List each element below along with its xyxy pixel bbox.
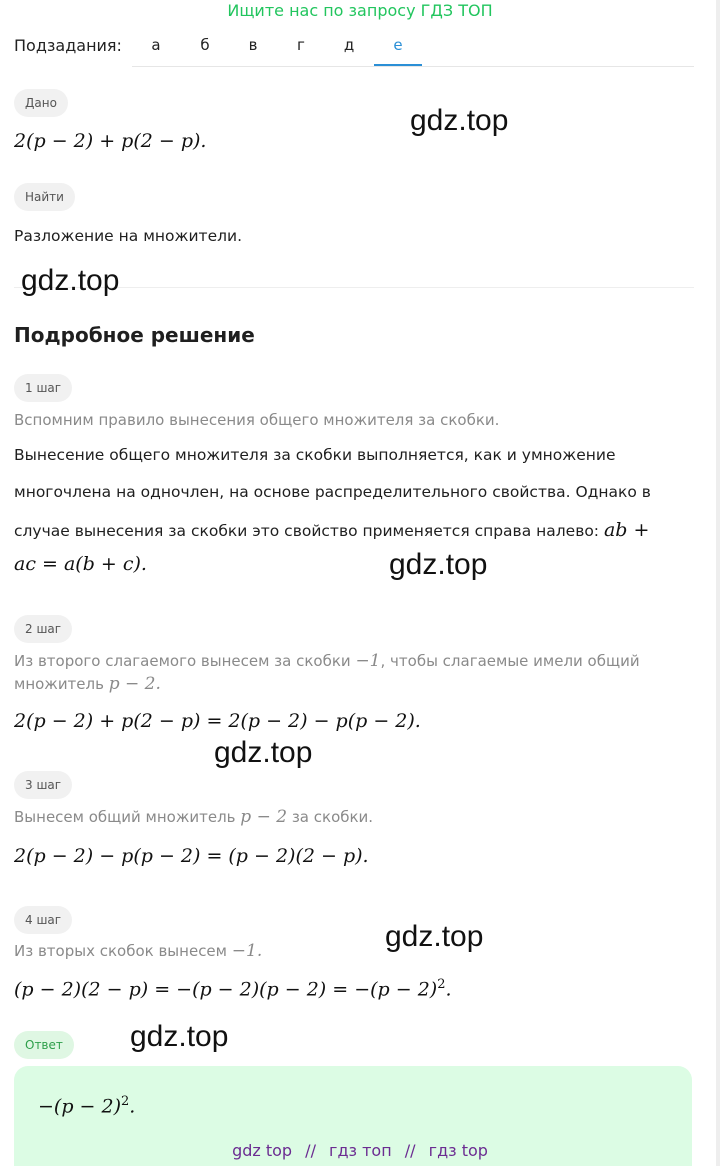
solution-title: Подробное решение [14, 323, 255, 347]
tab-b[interactable]: б [200, 36, 210, 54]
step-3-chip: 3 шаг [14, 771, 72, 799]
given-expression: 2(p − 2) + p(2 − p). [14, 130, 207, 152]
tab-a[interactable]: а [151, 36, 161, 54]
step-2-chip: 2 шаг [14, 615, 72, 643]
tab-e[interactable]: е [374, 28, 422, 66]
step-4-chip: 4 шаг [14, 906, 72, 934]
watermark: gdz.top [410, 104, 509, 137]
given-chip: Дано [14, 89, 68, 117]
subtasks-tabs [132, 28, 694, 67]
watermark: gdz.top [130, 1020, 229, 1053]
step-1-text-line-2: многочлена на одночлен, на основе распределительного свойства. Однако в [14, 483, 651, 501]
tab-d[interactable]: д [343, 36, 355, 54]
step-4-hint: Из вторых скобок вынесем −1. [14, 941, 263, 961]
tab-v[interactable]: в [248, 36, 258, 54]
footer-links [0, 1139, 720, 1163]
find-text: Разложение на множители. [14, 227, 243, 245]
tab-g[interactable]: г [297, 36, 305, 54]
find-chip: Найти [14, 183, 75, 211]
step-1-chip: 1 шаг [14, 374, 72, 402]
footer-link-3[interactable]: гдз top [428, 1141, 488, 1160]
step-3-expression: 2(p − 2) − p(p − 2) = (p − 2)(2 − p). [14, 845, 369, 867]
footer-link-1[interactable]: gdz top [232, 1141, 293, 1160]
answer-exponent: 2 [121, 1094, 130, 1109]
step-4-expression: $(p - 2)(2 - p) = -(p - 2)(p - 2) = -(p - 2)^2$. [14, 977, 452, 1001]
subtasks-label: Подзадания: [14, 36, 122, 55]
step-4-exponent: 2 [437, 977, 446, 992]
footer-link-2[interactable]: гдз топ [329, 1141, 392, 1160]
watermark: gdz.top [214, 736, 313, 769]
answer-chip: Ответ [14, 1031, 74, 1059]
step-2-expression: 2(p − 2) + p(2 − p) = 2(p − 2) − p(p − 2). [14, 710, 421, 732]
step-2-hint-line-2: множитель p − 2. [14, 674, 161, 694]
search-banner: Ищите нас по запросу ГДЗ ТОП [227, 1, 493, 20]
step-1-formula-part-a: ab + [603, 519, 650, 541]
step-3-hint: Вынесем общий множитель p − 2 за скобки. [14, 807, 374, 827]
step-1-hint: Вспомним правило вынесения общего множителя за скобки. [14, 411, 500, 429]
step-1-formula-part-b: ac = a(b + c). [14, 553, 147, 575]
step-1-text-line-3: случае вынесения за скобки это свойство применяется справа налево: ab + [14, 519, 650, 541]
step-2-hint-line-1: Из второго слагаемого вынесем за скобки −1, чтобы слагаемые имели общий [14, 651, 640, 671]
footer-separator: // [305, 1141, 316, 1160]
watermark: gdz.top [385, 920, 484, 953]
watermark: gdz.top [21, 264, 120, 297]
footer-separator: // [404, 1141, 416, 1160]
watermark: gdz.top [389, 548, 488, 581]
page-scroll-edge [716, 0, 720, 1166]
answer-expression: $-(p - 2)^2$. [38, 1094, 136, 1118]
step-1-text-line-1: Вынесение общего множителя за скобки выполняется, как и умножение [14, 446, 616, 464]
